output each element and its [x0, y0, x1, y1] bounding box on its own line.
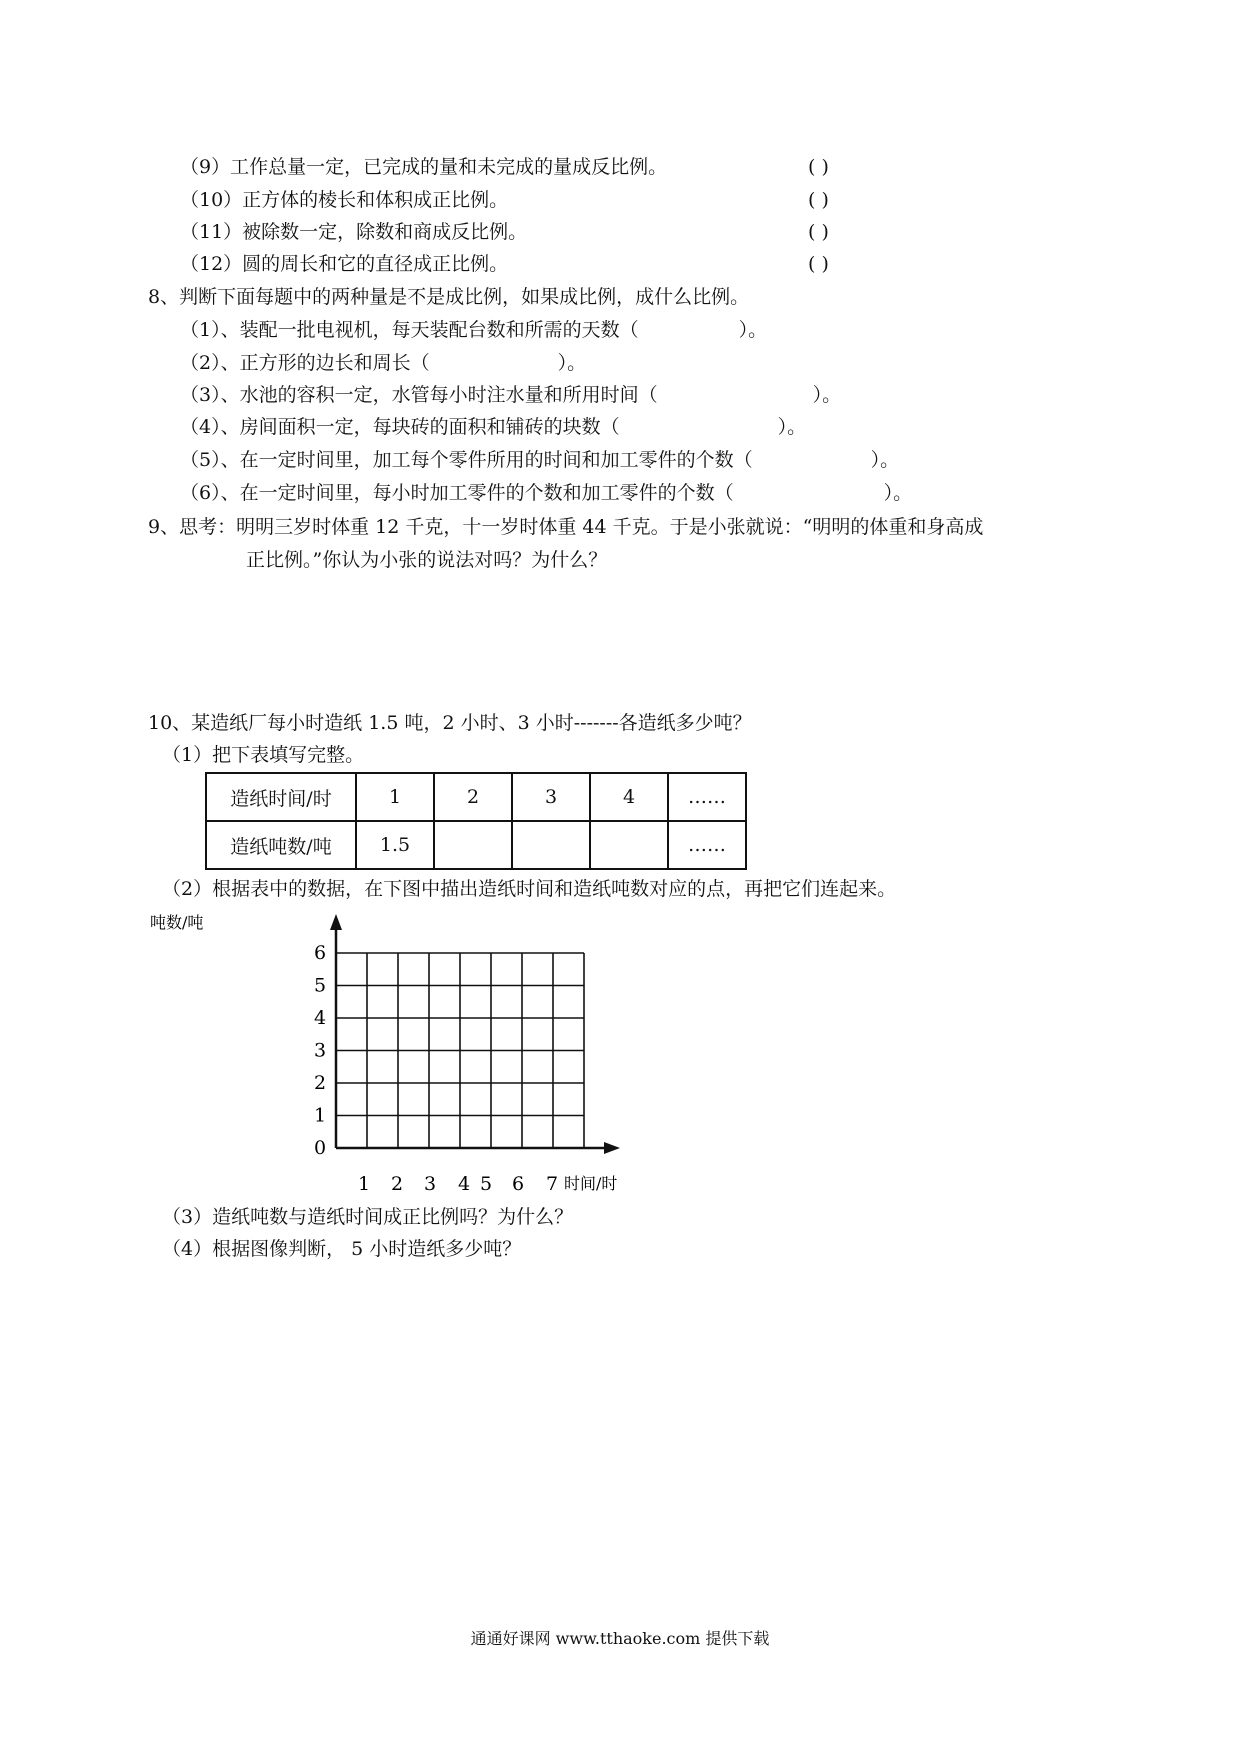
y-axis-arrow: [330, 914, 342, 930]
answer-paren-9[interactable]: ( ): [808, 156, 829, 178]
q8-item-5-text: （5）、在一定时间里，加工每个零件所用的时间和加工零件的个数（: [180, 449, 753, 471]
y-axis-label: 吨数/吨: [150, 913, 204, 932]
x-tick-label: 1: [357, 1173, 371, 1195]
q8-item-1-close: ）。: [738, 319, 768, 341]
x-axis-arrow: [604, 1142, 620, 1154]
q10-sub-2: （2）根据表中的数据，在下图中描出造纸时间和造纸吨数对应的点，再把它们连起来。: [162, 878, 897, 900]
answer-paren-12[interactable]: ( ): [808, 253, 829, 275]
table-cell: ……: [668, 773, 746, 821]
x-axis-label: 时间/时: [564, 1174, 618, 1193]
q8-title: 8、判断下面每题中的两种量是不是成比例，如果成比例，成什么比例。: [148, 286, 750, 308]
judge-item-12: （12）圆的周长和它的直径成正比例。: [180, 253, 509, 275]
q8-item-6-text: （6）、在一定时间里，每小时加工零件的个数和加工零件的个数（: [180, 482, 734, 504]
x-tick-label: 5: [479, 1173, 493, 1195]
q8-item-1-text: （1）、装配一批电视机，每天装配台数和所需的天数（: [180, 319, 639, 341]
table-cell: 1.5: [356, 821, 434, 869]
y-tick-label: 2: [314, 1072, 327, 1094]
judge-item-9: （9）工作总量一定，已完成的量和未完成的量成反比例。: [180, 156, 668, 178]
q9-line-2: 正比例。”你认为小张的说法对吗？为什么？: [246, 549, 608, 571]
table-cell: 3: [512, 773, 590, 821]
q8-item-2-close: ）。: [557, 352, 587, 374]
y-tick-label: 3: [314, 1039, 327, 1062]
answer-paren-10[interactable]: ( ): [808, 189, 829, 211]
table-cell: 4: [590, 773, 668, 821]
table-cell: 2: [434, 773, 512, 821]
x-tick-labels: [358, 1173, 558, 1195]
x-tick-label: 4: [457, 1173, 471, 1195]
table-header-time: 造纸时间/时: [206, 773, 356, 821]
q8-item-6-close: ）。: [883, 482, 913, 504]
q8-item-5-close: ）。: [870, 449, 900, 471]
table-cell: 1: [356, 773, 434, 821]
y-tick-label: 4: [314, 1007, 327, 1029]
footer-source: 通通好课网 www.tthaoke.com 提供下载: [470, 1629, 770, 1648]
q10-title: 10、某造纸厂每小时造纸 1.5 吨，2 小时、3 小时-------各造纸多少吨？: [148, 712, 752, 734]
x-tick-label: 7: [545, 1173, 559, 1195]
q10-sub-1: （1）把下表填写完整。: [162, 744, 365, 766]
y-tick-label: 1: [314, 1104, 327, 1127]
judge-item-11: （11）被除数一定，除数和商成反比例。: [180, 221, 528, 243]
table-cell: ……: [668, 821, 746, 869]
table-header-tons: 造纸吨数/吨: [206, 821, 356, 869]
y-tick-label: 6: [314, 942, 327, 964]
graph-grid: [336, 953, 584, 1148]
q8-item-3-close: ）。: [812, 384, 842, 406]
x-tick-label: 3: [423, 1173, 437, 1195]
y-tick-label: 5: [314, 974, 327, 997]
y-tick-labels: [314, 942, 326, 1159]
q10-sub-3: （3）造纸吨数与造纸时间成正比例吗？为什么？: [162, 1206, 574, 1228]
q8-item-4-text: （4）、房间面积一定，每块砖的面积和铺砖的块数（: [180, 416, 620, 438]
answer-paren-11[interactable]: ( ): [808, 221, 829, 243]
x-tick-label: 6: [511, 1173, 525, 1195]
q10-sub-4: （4）根据图像判断， 5 小时造纸多少吨？: [162, 1238, 522, 1260]
q8-item-3-text: （3）、水池的容积一定，水管每小时注水量和所用时间（: [180, 384, 658, 406]
q9-line-1: 9、思考：明明三岁时体重 12 千克，十一岁时体重 44 千克。于是小张就说：“明明的体重和身高成: [148, 516, 984, 538]
x-tick-label: 2: [390, 1173, 404, 1195]
q8-item-2-text: （2）、正方形的边长和周长（: [180, 352, 430, 374]
q8-item-4-close: ）。: [777, 416, 807, 438]
y-tick-label: 0: [314, 1137, 327, 1159]
judge-item-10: （10）正方体的棱长和体积成正比例。: [180, 189, 509, 211]
